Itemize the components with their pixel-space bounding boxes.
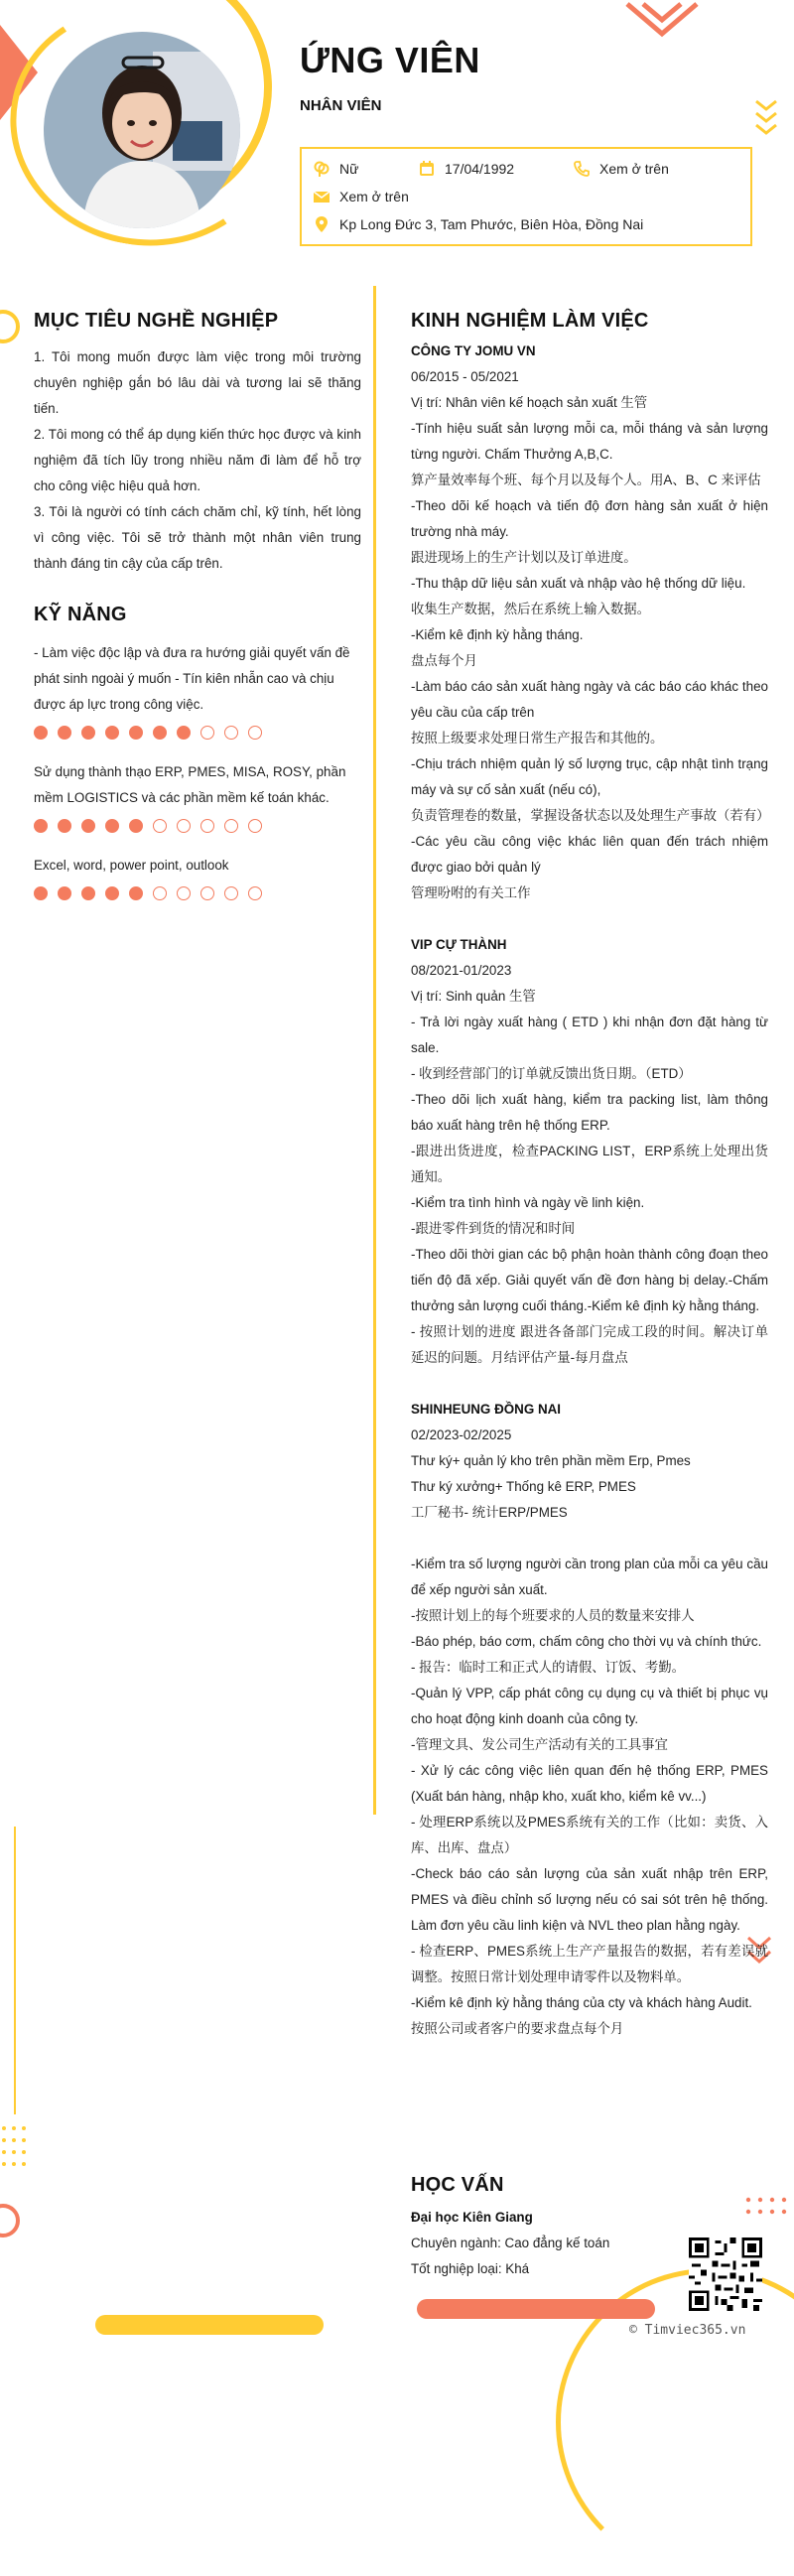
rating-dot-filled xyxy=(177,726,191,740)
decor-chevron-top xyxy=(623,0,701,46)
rating-dot-empty xyxy=(200,819,214,833)
rating-dot-filled xyxy=(105,726,119,740)
job-detail-line: - 按照计划的进度 跟进各备部门完成工段的时间。解决订单延迟的问题。月结评估产量-每月盘点 xyxy=(411,1324,768,1365)
school-major: Chuyên ngành: Cao đẳng kế toán xyxy=(411,2236,610,2250)
rating-dot-empty xyxy=(200,726,214,740)
skill-rating xyxy=(34,726,361,740)
rating-dot-filled xyxy=(129,886,143,900)
job-detail-line: - Xử lý các công việc liên quan đến hệ thống ERP, PMES (Xuất bán hàng, nhập kho, xuất kho, kiểm kê vv...) xyxy=(411,1763,768,1804)
job-detail-line: -Kiểm tra tình hình và ngày về linh kiện. xyxy=(411,1195,645,1210)
job-detail-line: Thư ký xưởng+ Thống kê ERP, PMES xyxy=(411,1479,636,1494)
job-detail-line: - 检查ERP、PMES系统上生产产量报告的数据，若有差误就调整。按照日常计划处理申请零件以及物料单。 xyxy=(411,1944,768,1984)
calendar-icon xyxy=(417,159,437,179)
rating-dot-empty xyxy=(177,819,191,833)
education-title: HỌC VẤN xyxy=(411,2174,504,2196)
job-detail-line: 按照上级要求处理日常生产报告和其他的。 xyxy=(411,731,664,746)
rating-dot-empty xyxy=(153,819,167,833)
job-list xyxy=(411,339,768,2042)
job-detail-line: -Tính hiệu suất sản lượng mỗi ca, mỗi tháng và sản lượng từng người. Chấm Thưởng A,B,C. xyxy=(411,421,768,462)
envelope-icon xyxy=(312,187,331,206)
candidate-position: NHÂN VIÊN xyxy=(300,97,382,114)
job-detail-line: -Các yêu cầu công việc khác liên quan đến trách nhiệm được giao bởi quản lý xyxy=(411,834,768,875)
objective-title: MỤC TIÊU NGHỀ NGHIỆP xyxy=(34,310,279,332)
rating-dot-filled xyxy=(153,726,167,740)
rating-dot-empty xyxy=(248,819,262,833)
skill-text: Excel, word, power point, outlook xyxy=(34,858,229,873)
job-detail-line: - Trả lời ngày xuất hàng ( ETD ) khi nhận đơn đặt hàng từ sale. xyxy=(411,1015,768,1055)
rating-dot-filled xyxy=(58,819,71,833)
job-entry xyxy=(411,932,768,1371)
rating-dot-filled xyxy=(129,726,143,740)
job-detail-line xyxy=(411,1526,768,1552)
job-detail-line: -跟进零件到货的情况和时间 xyxy=(411,1221,576,1236)
job-detail-line: - 收到经营部门的订单就反馈出货日期。（ETD） xyxy=(411,1066,692,1081)
job-period: 08/2021-01/2023 xyxy=(411,963,512,978)
job-detail-line: -Quản lý VPP, cấp phát công cụ dụng cụ và thiết bị phục vụ cho hoạt động kinh doanh của công ty. xyxy=(411,1686,768,1726)
skill-item xyxy=(34,640,361,740)
candidate-name: ỨNG VIÊN xyxy=(300,40,480,80)
job-detail-line: Thư ký+ quản lý kho trên phần mềm Erp, Pmes xyxy=(411,1453,691,1468)
skill-text: Sử dụng thành thạo ERP, PMES, MISA, ROSY, phần mềm LOGISTICS và các phần mềm kế toán khác. xyxy=(34,764,346,805)
decor-pill-bottom-right xyxy=(417,2299,655,2319)
map-pin-icon xyxy=(312,214,331,234)
job-detail-line: 算产量效率每个班、每个月以及每个人。用A、B、C 来评估 xyxy=(411,473,761,487)
skill-item xyxy=(34,759,361,833)
qr-code xyxy=(689,2237,762,2311)
job-company: VIP CỰ THÀNH xyxy=(411,937,507,952)
rating-dot-filled xyxy=(105,886,119,900)
decor-line-left xyxy=(14,1827,16,2114)
job-period: 06/2015 - 05/2021 xyxy=(411,369,519,384)
job-detail-line: 负责管理卷的数量，掌握设备状态以及处理生产事故（若有） xyxy=(411,808,770,823)
objective-item: 1. Tôi mong muốn được làm việc trong môi trường chuyên nghiệp gắn bó lâu dài và tương lai sẽ thăng tiến. xyxy=(34,349,361,416)
footer-brand: © Timviec365.vn xyxy=(629,2323,746,2338)
job-entry xyxy=(411,1397,768,2042)
job-detail-line: -Theo dõi kế hoạch và tiến độ đơn hàng sản xuất ở hiện trường nhà máy. xyxy=(411,498,768,539)
job-detail-line: - 处理ERP系统以及PMES系统有关的工作（比如：卖货、入库、出库、盘点） xyxy=(411,1815,768,1855)
decor-chevron-right xyxy=(754,99,778,139)
decor-pill-bottom-left xyxy=(95,2315,324,2335)
job-detail-line: -按照计划上的每个班要求的人员的数量来安排人 xyxy=(411,1608,695,1623)
rating-dot-filled xyxy=(105,819,119,833)
rating-dot-empty xyxy=(200,886,214,900)
job-detail-line: -Kiểm tra số lượng người cần trong plan của mỗi ca yêu cầu để xếp người sản xuất. xyxy=(411,1557,768,1597)
contact-gender: Nữ xyxy=(312,159,358,179)
job-company: SHINHEUNG ĐỒNG NAI xyxy=(411,1402,562,1417)
contact-email: Xem ở trên xyxy=(312,187,409,206)
objective-item: 2. Tôi mong có thể áp dụng kiến thức học được và kinh nghiệm đã tích lũy trong nhiều năm đi làm để hỗ trợ cho công việc hiệu quả hơn. xyxy=(34,427,361,493)
contact-address: Kp Long Đức 3, Tam Phước, Biên Hòa, Đồng Nai xyxy=(312,214,643,234)
rating-dot-filled xyxy=(34,886,48,900)
job-detail-line: 盘点每个月 xyxy=(411,653,477,668)
rating-dot-filled xyxy=(34,726,48,740)
experience-section xyxy=(411,310,768,2042)
job-detail-line: -Kiểm kê định kỳ hằng tháng của cty và khách hàng Audit. xyxy=(411,1995,752,2010)
experience-title: KINH NGHIỆM LÀM VIỆC xyxy=(411,310,649,332)
decor-arc-left xyxy=(0,310,20,343)
job-company: CÔNG TY JOMU VN xyxy=(411,343,536,358)
job-detail-line: Vị trí: Nhân viên kế hoạch sản xuất 生管 xyxy=(411,395,648,410)
job-detail-line: - 报告：临时工和正式人的请假、订饭、考勤。 xyxy=(411,1660,685,1675)
decor-arc-left-2 xyxy=(0,2204,20,2237)
rating-dot-filled xyxy=(34,819,48,833)
contact-box xyxy=(300,147,752,246)
rating-dot-filled xyxy=(81,886,95,900)
skills-title: KỸ NĂNG xyxy=(34,604,127,625)
rating-dot-empty xyxy=(153,886,167,900)
skill-rating xyxy=(34,886,361,900)
job-detail-line: -Theo dõi lịch xuất hàng, kiểm tra packing list, làm thông báo xuất hàng trên hệ thống ERP. xyxy=(411,1092,768,1133)
job-detail-line: -跟进出货进度，检查PACKING LIST，ERP系统上处理出货通知。 xyxy=(411,1144,768,1184)
job-detail-line: -Kiểm kê định kỳ hằng tháng. xyxy=(411,627,584,642)
job-detail-line: -Báo phép, báo cơm, chấm công cho thời vụ và chính thức. xyxy=(411,1634,762,1649)
school-name: Đại học Kiên Giang xyxy=(411,2210,533,2225)
job-period: 02/2023-02/2025 xyxy=(411,1427,512,1442)
job-detail-line: -Theo dõi thời gian các bộ phận hoàn thành công đoạn theo tiến độ đã xếp. Giải quyết vấn đề đơn hàng bị delay.-Chấm thưởng sản lượng cuối tháng.-Kiểm kê định kỳ hằng tháng. xyxy=(411,1247,768,1313)
school-grade: Tốt nghiệp loại: Khá xyxy=(411,2261,530,2276)
avatar xyxy=(44,32,240,228)
contact-phone: Xem ở trên xyxy=(572,159,669,179)
rating-dot-empty xyxy=(177,886,191,900)
job-detail-line: 跟进现场上的生产计划以及订单进度。 xyxy=(411,550,637,565)
rating-dot-empty xyxy=(248,886,262,900)
job-detail-line: 工厂秘书- 统计ERP/PMES xyxy=(411,1505,568,1520)
rating-dot-empty xyxy=(224,886,238,900)
skill-rating xyxy=(34,819,361,833)
job-detail-line: -管理文具、发公司生产活动有关的工具事宜 xyxy=(411,1737,668,1752)
rating-dot-filled xyxy=(129,819,143,833)
column-divider xyxy=(373,286,376,1815)
job-detail-line: 管理吩咐的有关工作 xyxy=(411,885,531,900)
job-detail-line: -Check báo cáo sản lượng của sản xuất nhập trên ERP, PMES và điều chỉnh số lượng nếu có sai sót trên hệ thống. Làm đơn yêu cầu linh kiện và NVL theo plan hằng ngày. xyxy=(411,1866,768,1933)
job-entry xyxy=(411,339,768,906)
rating-dot-filled xyxy=(58,886,71,900)
decor-dotgrid-left xyxy=(0,2124,36,2184)
objective-item: 3. Tôi là người có tính cách chăm chỉ, kỹ tính, hết lòng vì công việc. Tôi sẽ trở thành một nhân viên trung thành đáng tin cậy của cấp trên. xyxy=(34,504,361,571)
job-detail-line: 收集生产数据，然后在系统上输入数据。 xyxy=(411,602,651,616)
rating-dot-empty xyxy=(224,726,238,740)
rating-dot-empty xyxy=(224,819,238,833)
skill-item xyxy=(34,853,361,900)
rating-dot-filled xyxy=(58,726,71,740)
job-detail-line: -Thu thập dữ liệu sản xuất và nhập vào hệ thống dữ liệu. xyxy=(411,576,746,591)
skills-section xyxy=(34,604,361,900)
contact-birthday: 17/04/1992 xyxy=(417,159,514,179)
skill-text: - Làm việc độc lập và đưa ra hướng giải quyết vấn đề phát sinh ngoài ý muốn - Tín kiên nhẫn cao và chịu được áp lực trong công việc. xyxy=(34,645,350,712)
objective-section xyxy=(34,310,361,577)
rating-dot-filled xyxy=(81,819,95,833)
phone-icon xyxy=(572,159,592,179)
job-detail-line: Vị trí: Sinh quản 生管 xyxy=(411,989,536,1004)
job-detail-line: 按照公司或者客户的要求盘点每个月 xyxy=(411,2021,624,2036)
rating-dot-empty xyxy=(248,726,262,740)
rating-dot-filled xyxy=(81,726,95,740)
job-detail-line: -Làm báo cáo sản xuất hàng ngày và các báo cáo khác theo yêu cầu của cấp trên xyxy=(411,679,768,720)
gender-icon xyxy=(312,159,331,179)
job-detail-line: -Chịu trách nhiệm quản lý số lượng trục, cập nhật tình trạng máy và sự cố sản xuất (nếu có), xyxy=(411,756,768,797)
